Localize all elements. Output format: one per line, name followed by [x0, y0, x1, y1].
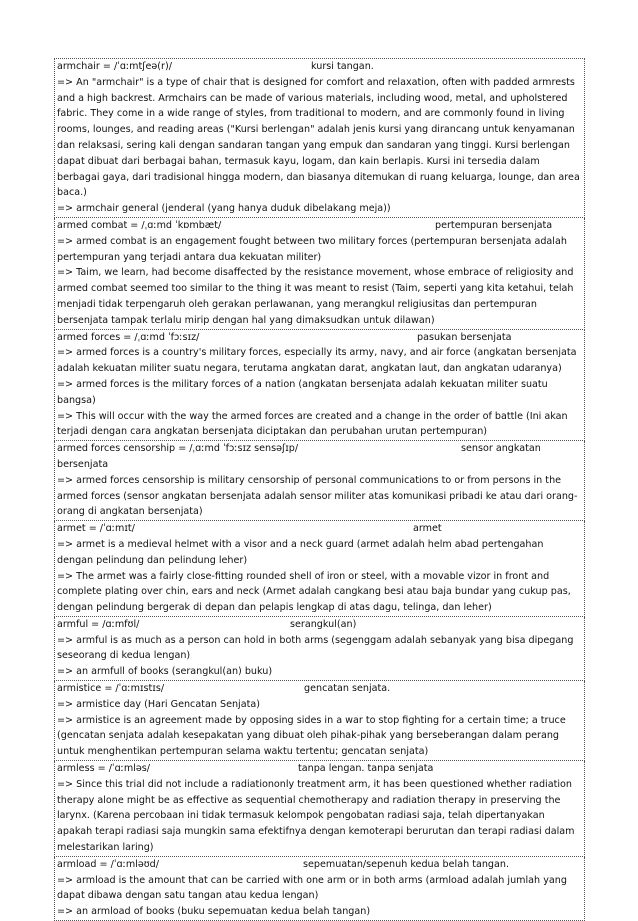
entry-line: => armed forces is the military forces of a nation (angkatan bersenjata adalah kekuatan militer suatu bangsa) — [57, 378, 548, 406]
entry-translation: armet — [413, 523, 442, 535]
entry-word: armet = /ˈɑːmɪt/ — [57, 523, 135, 535]
entry-armchair — [54, 58, 585, 218]
entry-head — [57, 59, 582, 75]
entry-head — [57, 218, 582, 234]
dictionary-page — [54, 58, 585, 921]
entry-translation: tanpa lengan. tanpa senjata — [298, 763, 434, 775]
entry-translation: pertempuran bersenjata — [435, 219, 553, 231]
entry-line: bersenjata — [57, 458, 109, 470]
entry-line: => Taim, we learn, had become disaffected by the resistance movement, whose embrace of religiosity and armed combat seemed too similar to the thing it was meant to resist (Taim, seperti yang kita ketahui, telah menjadi tidak terpengaruh oleh gerakan perlawanan, yang merangkul religiusitas dan pertempuran bersenjata tampak terlalu mirip dengan hal yang dimaksudkan untuk dilawan) — [57, 267, 574, 326]
entry-line: => armistice is an agreement made by opposing sides in a war to stop fighting for a certain time; a truce (gencatan senjata adalah kesepakatan yang dibuat oleh pihak-pihak yang berseberangan dalam perang untuk menghentikan pertempuran selama waktu tertentu; gencatan senjata) — [57, 714, 566, 758]
entry-armload — [54, 857, 585, 921]
entry-line: => an armfull of books (serangkul(an) buku) — [57, 666, 273, 678]
entry-armistice — [54, 681, 585, 761]
entry-armful — [54, 617, 585, 681]
entry-line: => armet is a medieval helmet with a visor and a neck guard (armet adalah helm abad pertengahan dengan pelindung dan pelindung leher) — [57, 538, 544, 566]
entry-translation: gencatan senjata. — [304, 683, 391, 695]
entry-word: armless = /ˈɑːmləs/ — [57, 763, 151, 775]
entry-line: => armload is the amount that can be carried with one arm or in both arms (armload adalah jumlah yang dapat dibawa dengan satu tangan atau kedua lengan) — [57, 874, 567, 902]
entry-word: armchair = /ˈɑːmtʃeə(r)/ — [57, 61, 172, 72]
entry-line: => an armload of books (buku sepemuatan kedua belah tangan) — [57, 906, 371, 918]
entry-word: armed forces censorship = /ˌɑːmd ˈfɔːsɪz sensəʃɪp/ — [57, 443, 299, 455]
entry-translation: sensor angkatan — [461, 443, 541, 455]
entry-translation: sepemuatan/sepenuh kedua belah tangan. — [303, 858, 510, 870]
entry-translation: serangkul(an) — [290, 618, 357, 630]
entry-line: => Since this trial did not include a radiationonly treatment arm, it has been questioned whether radiation therapy alone might be as effective as sequential chemotherapy and radiation therapy in preserving the larynx. (Karena percobaan ini tidak termasuk kelompok pengobatan radiasi saja, telah dipertanyakan apakah terapi radiasi saja mungkin sama efektifnya dengan kemoterapi berurutan dan terapi radiasi dalam melestarikan laring) — [57, 778, 575, 854]
entry-line: => armed forces censorship is military censorship of personal communications to or from persons in the armed forces (sensor angkatan bersenjata adalah sensor militer atas komunikasi pribadi ke atau dari orang-orang di angkatan bersenjata) — [57, 474, 578, 518]
entry-head — [57, 441, 582, 457]
entry-word: armful = /ɑːmfʊl/ — [57, 618, 140, 630]
entry-word: armed forces = /ˌɑːmd ˈfɔːsɪz/ — [57, 331, 200, 343]
entry-armet — [54, 521, 585, 617]
entry-word: armload = /ˈɑːmləʊd/ — [57, 858, 159, 870]
entry-word: armed combat = /ˌɑːmd ˈkɒmbæt/ — [57, 219, 222, 231]
entry-line: => armchair general (jenderal (yang hanya duduk dibelakang meja)) — [57, 203, 391, 215]
entry-armed-forces-censorship — [54, 441, 585, 521]
entry-line: => This will occur with the way the armed forces are created and a change in the order of battle (Ini akan terjadi dengan cara angkatan bersenjata diciptakan dan perubahan urutan pertempuran) — [57, 410, 568, 438]
entry-head — [57, 761, 582, 777]
entry-head — [57, 330, 582, 346]
entry-armed-combat — [54, 218, 585, 330]
entry-line: => armistice day (Hari Gencatan Senjata) — [57, 698, 260, 710]
entry-line: => armed forces is a country's military forces, especially its army, navy, and air force (angkatan bersenjata adalah kekuatan militer suatu negara, terutama angkatan darat, angkatan laut, dan angkatan udaranya) — [57, 347, 577, 375]
entry-head — [57, 617, 582, 633]
entry-head — [57, 521, 582, 537]
entry-head — [57, 681, 582, 697]
entry-translation: pasukan bersenjata — [417, 331, 512, 343]
entry-armless — [54, 761, 585, 857]
entry-line: => An "armchair" is a type of chair that is designed for comfort and relaxation, often with padded armrests and a high backrest. Armchairs can be made of various materials, including wood, metal, and upholstered fabric. They come in a wide range of styles, from traditional to modern, and are commonly found in living rooms, lounges, and reading areas ("Kursi berlengan" adalah jenis kursi yang dirancang untuk kenyamanan dan relaksasi, sering kali dengan sandaran tangan yang empuk dan sandaran yang tinggi. Kursi berlengan dapat dibuat dari berbagai bahan, termasuk kayu, logam, dan kain berlapis. Kursi ini tersedia dalam berbagai gaya, dari tradisional hingga modern, dan biasanya ditemukan di ruang keluarga, lounge, dan area baca.) — [57, 76, 580, 199]
entry-word: armistice = /ˈɑːmɪstɪs/ — [57, 683, 165, 695]
entry-armed-forces — [54, 330, 585, 442]
entry-line: => armful is as much as a person can hold in both arms (segenggam adalah sebanyak yang bisa dipegang seseorang di kedua lengan) — [57, 634, 574, 662]
entry-translation: kursi tangan. — [311, 61, 374, 72]
entry-head — [57, 857, 582, 873]
entry-line: => The armet was a fairly close-fitting rounded shell of iron or steel, with a movable vizor in front and complete plating over chin, ears and neck (Armet adalah cangkang besi atau baja bundar yang cukup pas, dengan pelindung bergerak di depan dan pelapis lengkap di atas dagu, telinga, dan leher) — [57, 570, 571, 614]
entry-line: => armed combat is an engagement fought between two military forces (pertempuran bersenjata adalah pertempuran yang terjadi antara dua kekuatan militer) — [57, 235, 567, 263]
